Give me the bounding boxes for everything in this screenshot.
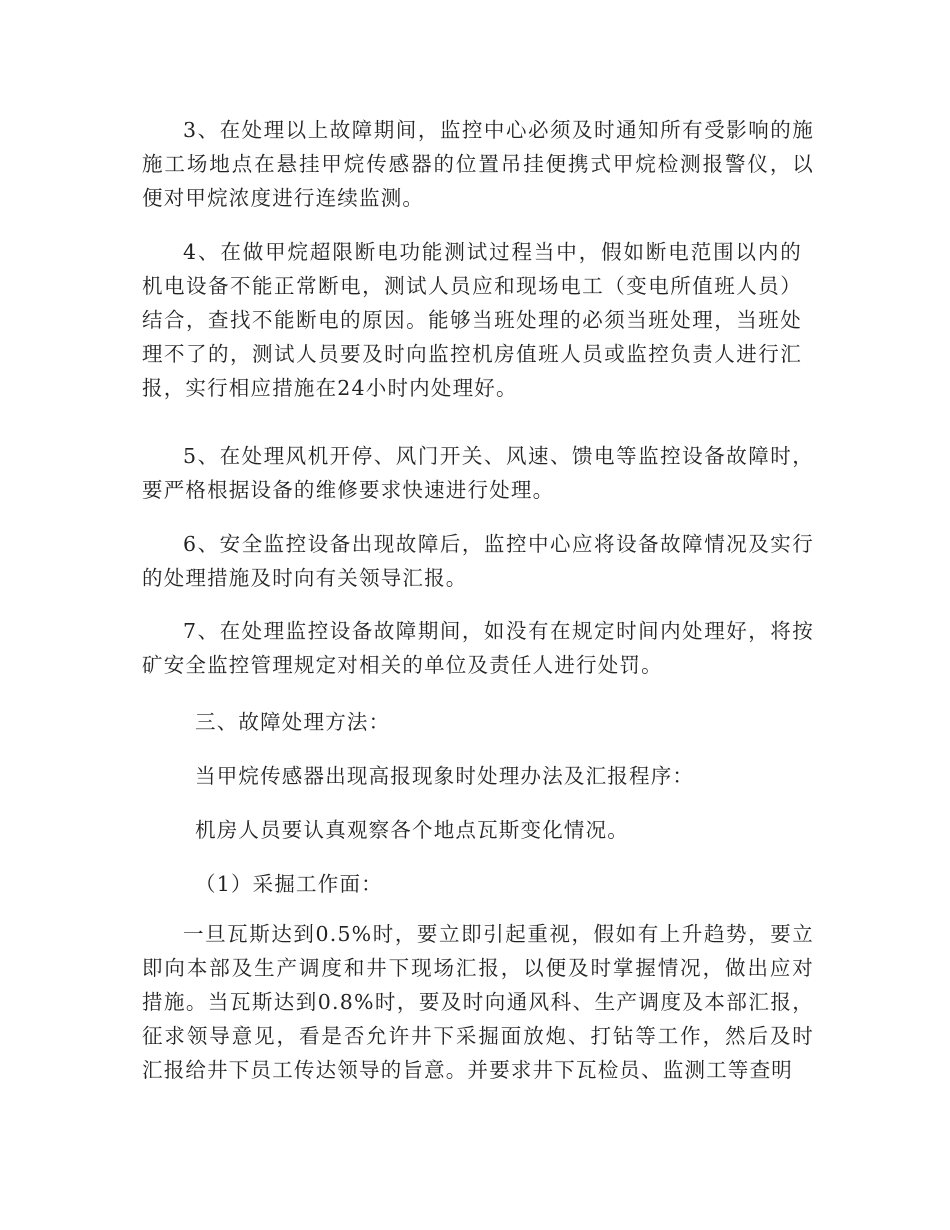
paragraph-item-4: 4、在做甲烷超限断电功能测试过程当中，假如断电范围以内的机电设备不能正常断电，测试人员应和现场电工（变电所值班人员）结合，查找不能断电的原因。能够当班处理的必须当班处理，当班处理不了的，测试人员要及时向监控机房值班人员或监控负责人进行汇报，实行相应措施在24小时内处理好。	[142, 240, 802, 400]
subheading-mining-face: （1）采掘工作面：	[195, 872, 383, 896]
paragraph-item-5: 5、在处理风机开停、风门开关、风速、馈电等监控设备故障时，要严格根据设备的维修要求快速进行处理。	[142, 444, 814, 502]
paragraph-item-6: 6、安全监控设备出现故障后，监控中心应将设备故障情况及实行的处理措施及时向有关领导汇报。	[142, 532, 814, 590]
subheading-methane-sensor: 当甲烷传感器出现高报现象时处理办法及汇报程序：	[195, 764, 695, 788]
paragraph-item-3: 3、在处理以上故障期间，监控中心必须及时通知所有受影响的施施工场地点在悬挂甲烷传感器的位置吊挂便携式甲烷检测报警仪，以便对甲烷浓度进行连续监测。	[142, 118, 814, 210]
paragraph-item-7: 7、在处理监控设备故障期间，如没有在规定时间内处理好，将按矿安全监控管理规定对相关的单位及责任人进行处罚。	[142, 619, 814, 677]
paragraph-observation: 机房人员要认真观察各个地点瓦斯变化情况。	[195, 818, 629, 842]
section-heading-fault-handling: 三、故障处理方法：	[195, 710, 391, 734]
paragraph-gas-threshold: 一旦瓦斯达到0.5%时，要立即引起重视，假如有上升趋势，要立即向本部及生产调度和井下现场汇报，以便及时掌握情况，做出应对措施。当瓦斯达到0.8%时，要及时向通风科、生产调度及本部汇报，征求领导意见，看是否允许井下采掘面放炮、打钻等工作，然后及时汇报给井下员工传达领导的旨意。并要求井下瓦检员、监测工等查明	[142, 922, 814, 1082]
